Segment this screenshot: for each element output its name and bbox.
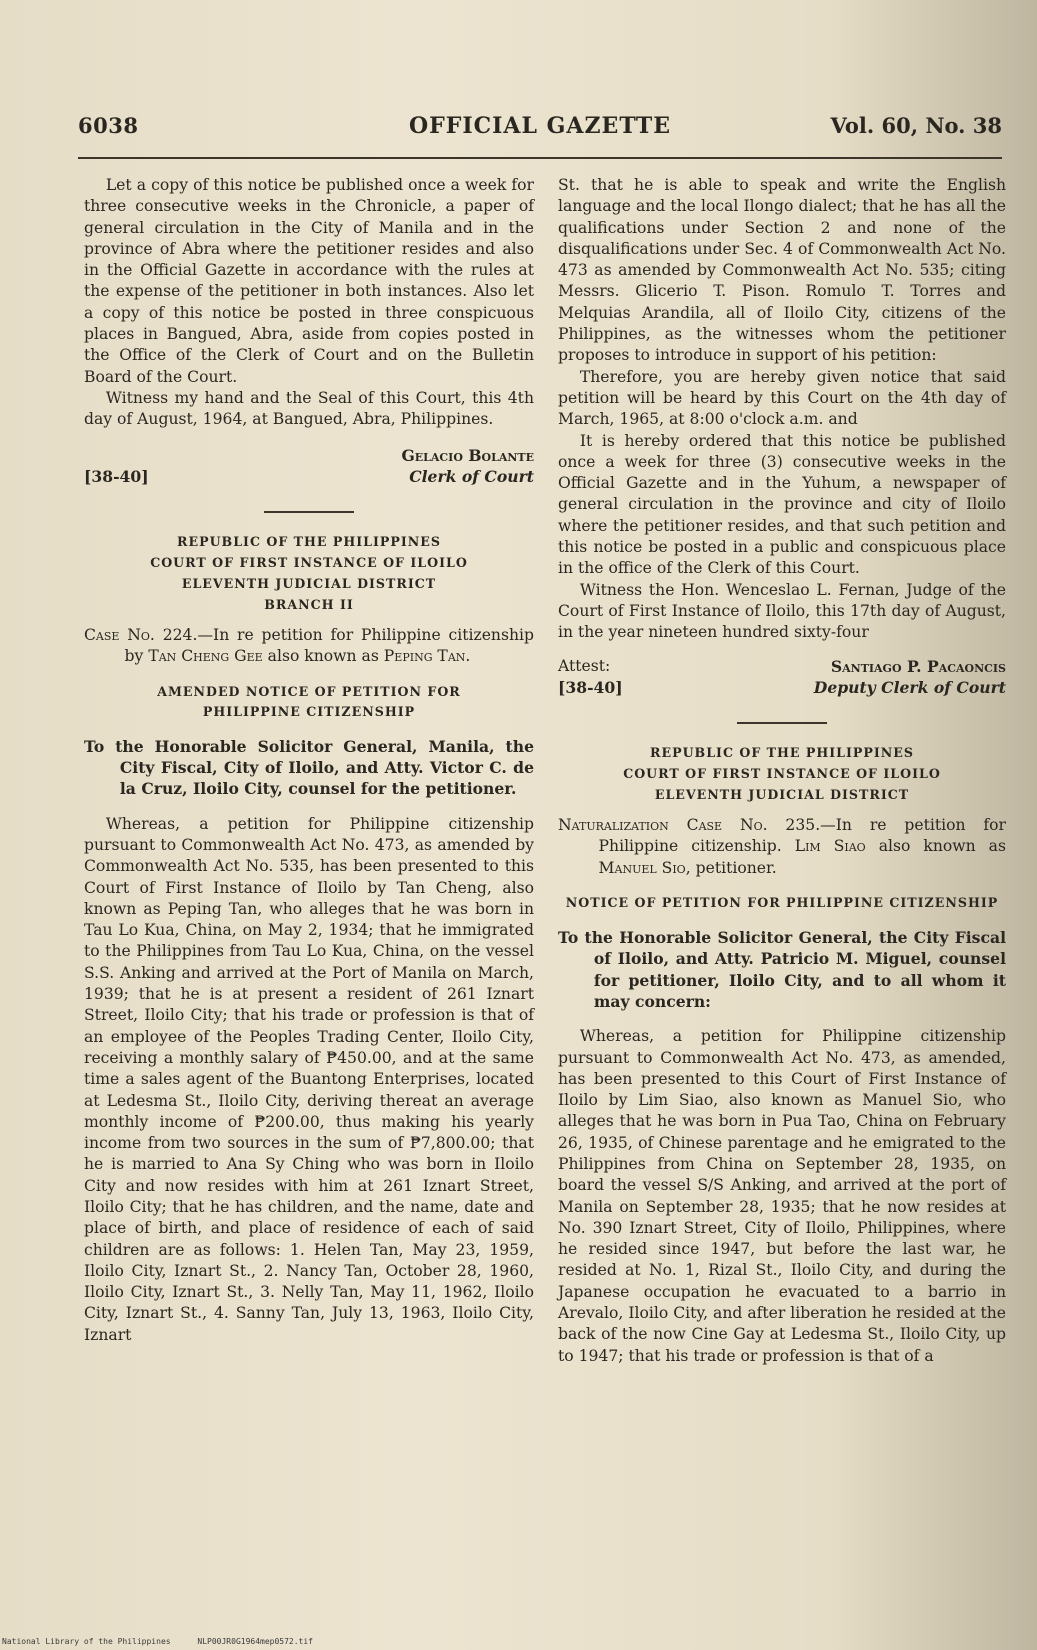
deputy-clerk-name: Santiago P. Pacaoncis [830,656,1006,676]
petitioner-name: Lim Siao [794,837,866,856]
aka-text: also known as [267,647,379,666]
file-name: NLP00JR0G1964mep0572.tif [197,1637,313,1646]
order-paragraph: It is hereby ordered that this notice be published once a week for three (3) consecutive weeks in the Official Gazette and in the Yuhum, a newspaper of general circulation in the province and city of Iloilo where the petitioner resides, and that such petition and this notice be posted in a public and conspicuous place in the office of the Clerk of this Court. [558,431,1006,578]
whereas-paragraph: Whereas, a petition for Philippine citizenship pursuant to Commonwealth Act No. 473, as amended by Commonwealth Act No. 535, has been presented to this Court of First Instance of Iloilo by Tan Cheng, also known as Peping Tan, who alleges that he was born in Tau Lo Kua, China, on May 2, 1934; that he immigrated to the Philippines from Tau Lo Kua, China, on the vessel S.S. Anking and arrived at the Port of Manila on March, 1939; that he is at present a resident of 261 Iznart Street, Iloilo City; that his trade or profession is that of an employee of the Peoples Trading Center, Iloilo City, receiving a monthly salary of ₱450.00, and at the same time a sales agent of the Buantong Enterprises, located at Ledesma St., Iloilo City, deriving thereat an average monthly income of ₱200.00, thus making his yearly income from two sources in the sum of ₱7,800.00; that he is married to Ana Sy Ching who was born in Iloilo City and now resides with him at 261 Iznart Street, Iloilo City; that he has children, and the name, date and place of birth, and place of residence of each of said children are as follows: 1. Helen Tan, May 23, 1959, Iloilo City, Iznart St., 2. Nancy Tan, October 28, 1960, Iloilo City, Iznart St., 3. Nelly Tan, May 11, 1962, Iloilo City, Iznart St., 4. Sanny Tan, July 13, 1963, Iloilo City, Iznart [84,814,534,1344]
attest-label: Attest: [558,656,611,675]
notice-paragraph: Let a copy of this notice be published once a week for three consecutive weeks in the Chronicle, a paper of general circulation in the City of Manila and in the province of Abra where the petitioner resides and also in the Official Gazette in accordance with the rules at the expense of the petitioner in both instances. Also let a copy of this notice be posted in three conspicuous places in Bangued, Abra, aside from copies posted in the Office of the Clerk of Court and on the Bulletin Board of the Court. [84,176,534,386]
header-rule [78,157,1002,159]
notice-title-line: PHILIPPINE CITIZENSHIP [202,703,416,719]
page-header [78,113,1002,149]
library-credit: National Library of the Philippines [2,1637,171,1646]
whereas-paragraph: Whereas, a petition for Philippine citizenship pursuant to Commonwealth Act No. 473, as amended, has been presented to this Court of First Instance of Iloilo by Lim Siao, also known as Manuel Sio, who alleges that he was born in Pua Tao, China on February 26, 1935, of Chinese parentage and he emigrated to the Philippines from China on September 28, 1935, on board the vessel S/S Anking, and arrived at the port of Manila on September 28, 1935; that he now resides at No. 390 Iznart Street, City of Iloilo, Philippines, where he resided since 1947, but before the last war, he resided at No. 1, Rizal St., Iloilo City, and during the Japanese occupation he evacuated to a barrio in Arevalo, Iloilo City, and after liberation he resided at the back of the now Cine Gay at Ledesma St., Iloilo City, up to 1947; that his trade or profession is that of a [558,1027,1006,1365]
caption-line: REPUBLIC OF THE PHILIPPINES [177,534,441,550]
volume-number: Vol. 60, No. 38 [830,113,1002,138]
petitioner-alias: Peping Tan. [383,647,471,666]
section-divider [737,722,827,724]
continuation-paragraph: St. that he is able to speak and write the English language and the local Ilongo dialect; that he has all the qualifications under Section 2 and none of the disqualifications under Sec. 4 of Commonwealth Act No. 473 as amended by Commonwealth Act No. 535; citing Messrs. Glicerio T. Pison. Romulo T. Torres and Melquias Arandila, all of Iloilo City, citizens of the Philippines, as the witnesses whom the petitioner proposes to introduce in support of his petition: [558,176,1006,365]
petitioner-alias: Manuel Sio, [598,858,691,877]
case-heading [84,625,534,668]
scan-footer [2,1637,335,1646]
deputy-clerk-title: Deputy Clerk of Court [813,677,1006,697]
addressee: To the Honorable Solicitor General, the City Fiscal of Iloilo, and Atty. Patricio M. Miguel, counsel for petitioner, Iloilo City, and to all whom it may concern: [558,928,1006,1011]
case-text: —In re petition for Philippine citizenship by [124,626,534,666]
section-divider [264,511,354,513]
case-heading [558,815,1006,879]
notice-title: NOTICE OF PETITION FOR PHILIPPINE CITIZENSHIP [565,895,999,911]
caption-line: COURT OF FIRST INSTANCE OF ILOILO [150,555,468,571]
notice-title-line: AMENDED NOTICE OF PETITION FOR [157,683,461,699]
caption-line: REPUBLIC OF THE PHILIPPINES [650,745,914,761]
court-caption [84,531,534,615]
notice-title [84,682,534,722]
caption-line: ELEVENTH JUDICIAL DISTRICT [654,787,910,803]
page-number: 6038 [78,113,139,138]
petitioner-name: Tan Cheng Gee [148,647,263,666]
court-caption [558,742,1006,805]
caption-line: BRANCH II [264,597,354,613]
addressee: To the Honorable Solicitor General, Manila, the City Fiscal, City of Iloilo, and Atty. Victor C. de la Cruz, Iloilo City, counsel for the petitioner. [84,736,534,799]
therefore-paragraph: Therefore, you are hereby given notice that said petition will be heard by this Court on the 4th day of March, 1965, at 8:00 o'clock a.m. and [558,367,1006,429]
right-column [558,175,1006,1367]
case-text: —In re petition for Philippine citizenship. [598,816,1006,856]
left-column [84,175,534,1346]
signature-block [84,445,534,488]
clerk-name: Gelacio Bolante [401,445,534,465]
issue-reference: [38-40] [558,677,623,697]
case-label: Case No. 224. [84,626,198,645]
caption-line: ELEVENTH JUDICIAL DISTRICT [181,576,437,592]
issue-reference: [38-40] [84,466,149,486]
witness-paragraph: Witness my hand and the Seal of this Court, this 4th day of August, 1964, at Bangued, Abra, Philippines. [84,388,534,429]
aka-text: also known as [878,837,1006,856]
case-label: Naturalization Case No. 235. [558,816,821,835]
caption-line: COURT OF FIRST INSTANCE OF ILOILO [623,766,941,782]
witness-paragraph: Witness the Hon. Wenceslao L. Fernan, Judge of the Court of First Instance of Iloilo, this 17th day of August, in the year nineteen hundred sixty-four [558,580,1006,642]
publication-title: OFFICIAL GAZETTE [408,113,672,139]
signature-block [558,656,1006,699]
clerk-title: Clerk of Court [409,466,534,486]
case-tail: petitioner. [695,858,777,877]
